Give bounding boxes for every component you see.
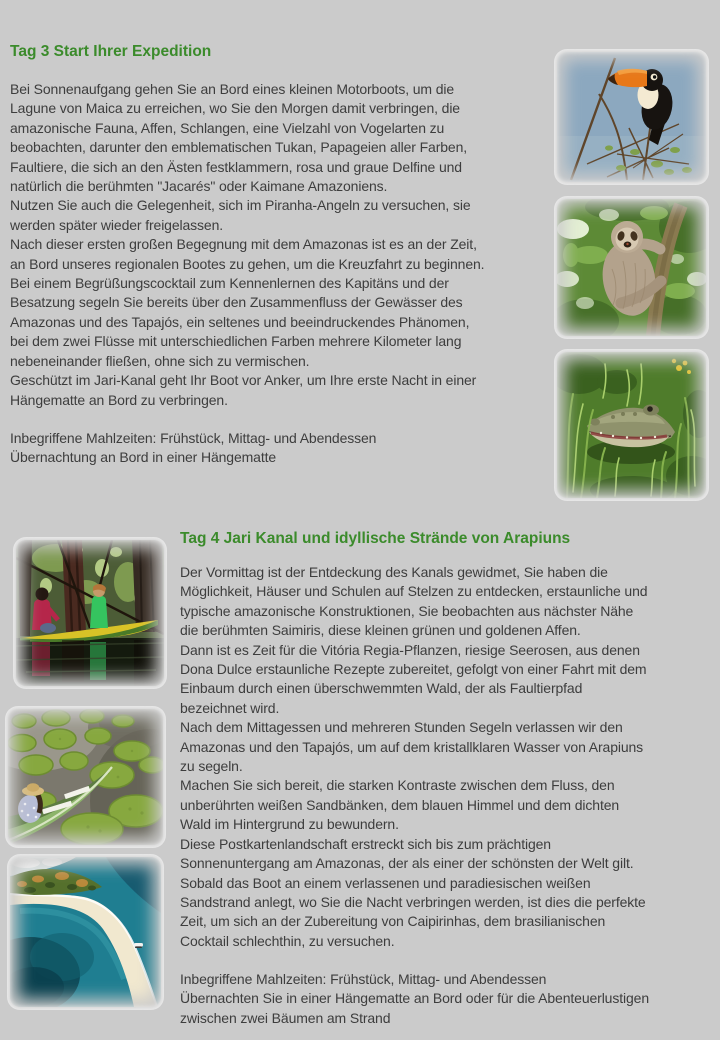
water-lilies-illustration (8, 709, 163, 845)
sloth-illustration (557, 199, 706, 336)
day-3-title: Tag 3 Start Ihrer Expedition (10, 43, 212, 60)
sloth-photo (557, 199, 706, 336)
canoe-forest-illustration (16, 540, 164, 686)
day-4-meals: Inbegriffene Mahlzeiten: Frühstück, Mittag- und Abendessen Übernachten Sie in einer Hängematte an Bord oder für die Abenteuerlustigen zwischen zwei Bäumen am Strand (180, 971, 649, 1026)
canoe-forest-photo (16, 540, 164, 686)
beach-aerial-photo (10, 857, 161, 1007)
caiman-illustration (557, 352, 706, 498)
caiman-photo (557, 352, 706, 498)
toucan-illustration (557, 52, 706, 182)
day-3-body: Bei Sonnenaufgang gehen Sie an Bord eines kleinen Motorboots, um die Lagune von Maica zu erreichen, wo Sie den Morgen damit verbringen, die amazonische Fauna, Affen, Schlangen, eine Vielzahl von Vogelarten zu beobachten, darunter den emblematischen Tukan, Papageien aller Farben, Faultiere, die sich an den Ästen festklammern, rosa und graue Delfine und natürlich die berühmten "Jacarés" oder Kaimane Amazoniens. Nutzen Sie auch die Gelegenheit, sich im Piranha-Angeln zu versuchen, sie werden später wieder freigelassen. Nach dieser ersten großen Begegnung mit dem Amazonas ist es an der Zeit, an Bord unseres regionalen Bootes zu gehen, um die Kreuzfahrt zu beginnen. Bei einem Begrüßungscocktail zum Kennenlernen des Kapitäns und der Besatzung segeln Sie bereits über den Zusammenfluss der Gewässer des Amazonas und des Tapajós, ein seltenes und beeindruckendes Phänomen, bei dem zwei Flüsse mit unterschiedlichen Farben mehrere Kilometer lang nebeneinander fließen, ohne sich zu vermischen. Geschützt im Jari-Kanal geht Ihr Boot vor Anker, um Ihre erste Nacht in einer Hängematte an Bord zu verbringen. (10, 81, 485, 408)
toucan-photo (557, 52, 706, 182)
water-lilies-photo (8, 709, 163, 845)
beach-aerial-illustration (10, 857, 161, 1007)
day-4-title: Tag 4 Jari Kanal und idyllische Strände von Arapiuns (180, 530, 571, 547)
small-boat (134, 943, 143, 948)
day-3-meals: Inbegriffene Mahlzeiten: Frühstück, Mittag- und Abendessen Übernachtung an Bord in einer Hängematte (10, 430, 377, 466)
day-4-body: Der Vormittag ist der Entdeckung des Kanals gewidmet, Sie haben die Möglichkeit, Häuser und Schulen auf Stelzen zu entdecken, erstaunliche und typische amazonische Konstruktionen, Sie beobachten aus nächster Nähe die berühmten Saimiris, diese kleinen grünen und goldenen Affen. Dann ist es Zeit für die Vitória Regia-Pflanzen, riesige Seerosen, aus denen Dona Dulce erstaunliche Rezepte zubereitet, gefolgt von einer Fahrt mit dem Einbaum durch einen überschwemmten Wald, der als Faultierpfad bezeichnet wird. Nach dem Mittagessen und mehreren Stunden Segeln verlassen wir den Amazonas und den Tapajós, um auf dem kristallklaren Wasser von Arapiuns zu segeln. Machen Sie sich bereit, die starken Kontraste zwischen dem Fluss, den unberührten weißen Sandbänken, dem blauen Himmel und dem dichten Wald im Hintergrund zu bewundern. Diese Postkartenlandschaft erstreckt sich bis zum prächtigen Sonnenuntergang am Amazonas, der als einer der schönsten der Welt gilt. Sobald das Boot an einem verlassenen und paradiesischen weißen Sandstrand anlegt, wo Sie die Nacht verbringen werden, ist dies die perfekte Zeit, um sich an der Zubereitung von Caipirinhas, dem brasilianischen Cocktail schlechthin, zu versuchen. (180, 564, 648, 949)
